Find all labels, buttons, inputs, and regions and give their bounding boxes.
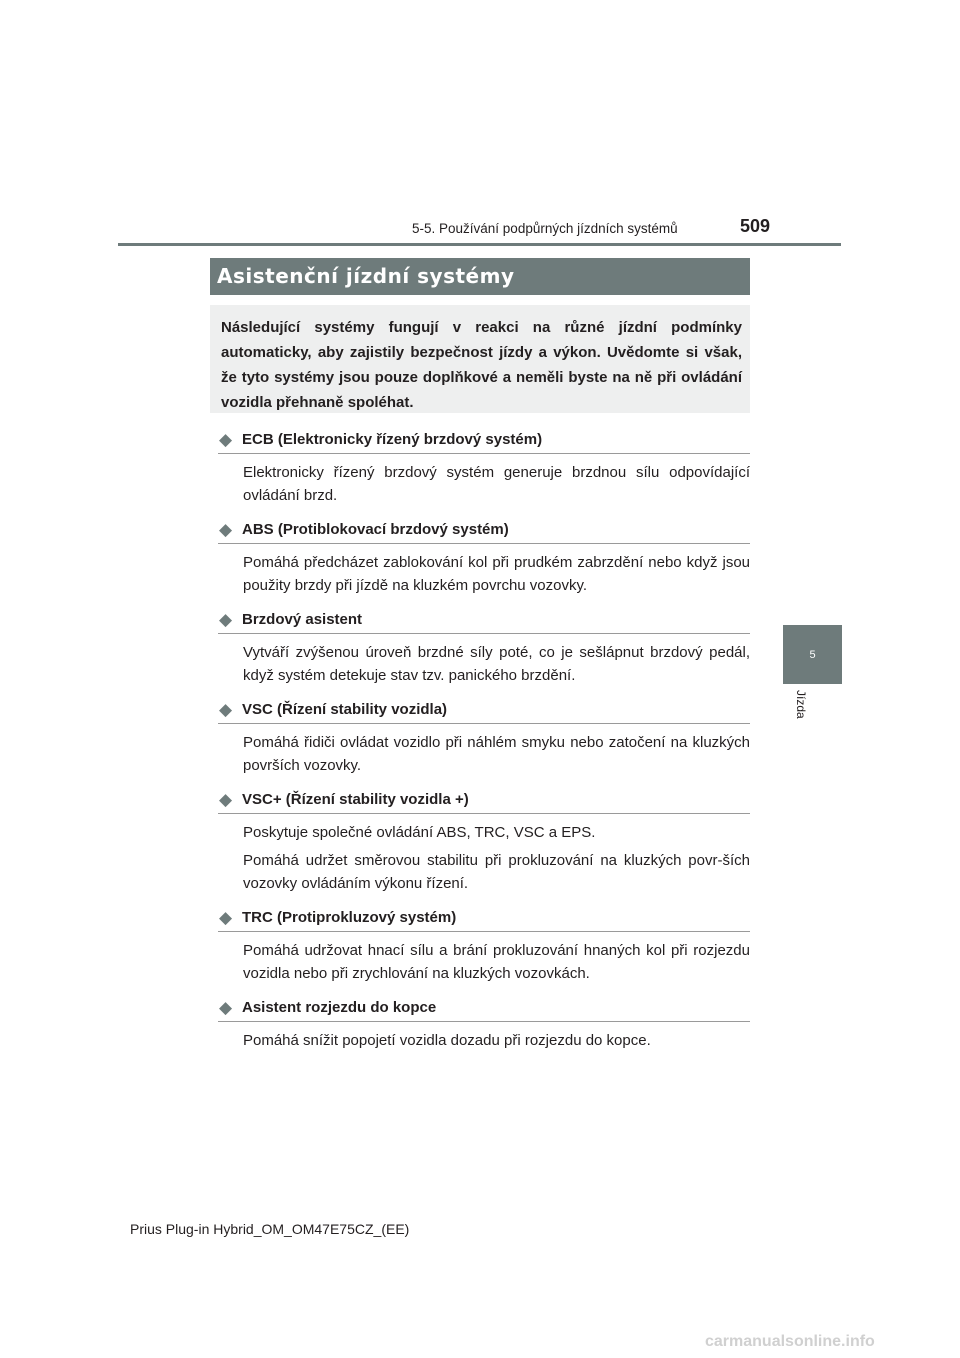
item-heading	[218, 994, 750, 1022]
diamond-bullet-icon: ◆	[219, 519, 233, 539]
item-paragraph: Poskytuje společné ovládání ABS, TRC, VSC a EPS.	[243, 824, 596, 841]
diamond-bullet-icon: ◆	[219, 699, 233, 719]
chapter-label: Jízda	[794, 690, 808, 719]
item-heading-text: VSC+ (Řízení stability vozidla +)	[242, 791, 469, 808]
intro-box	[210, 305, 750, 413]
intro-text: Následující systémy fungují v reakci na různé jízdní podmínky automaticky, aby zajistily bezpečnost jízdy a výkon. Uvědomte si však, že tyto systémy jsou pouze doplňkové a neměli byste na ně při ovládání vozidla přehnaně spoléhat.	[221, 319, 742, 411]
item-heading-text: ECB (Elektronicky řízený brzdový systém)	[242, 431, 543, 448]
item-paragraph: Pomáhá snížit popojetí vozidla dozadu při rozjezdu do kopce.	[243, 1032, 651, 1049]
item-heading-text: VSC (Řízení stability vozidla)	[242, 701, 448, 718]
item-description	[243, 551, 750, 597]
system-item-vsc-plus	[218, 786, 750, 904]
item-heading-text: TRC (Protiprokluzový systém)	[242, 909, 457, 926]
document-footer: Prius Plug-in Hybrid_OM_OM47E75CZ_(EE)	[130, 1221, 410, 1237]
item-heading	[218, 516, 750, 544]
diamond-bullet-icon: ◆	[219, 429, 233, 449]
item-description	[243, 731, 750, 777]
item-paragraph: Elektronicky řízený brzdový systém generuje brzdnou sílu odpovídající ovládání brzd.	[243, 464, 750, 504]
item-heading	[218, 904, 750, 932]
system-item-ecb	[218, 426, 750, 516]
item-description	[243, 461, 750, 507]
diamond-bullet-icon: ◆	[219, 789, 233, 809]
item-description	[243, 821, 750, 895]
item-description	[243, 1029, 750, 1052]
chapter-number: 5	[809, 648, 816, 661]
system-item-vsc	[218, 696, 750, 786]
diamond-bullet-icon: ◆	[219, 997, 233, 1017]
header-divider	[118, 243, 841, 246]
system-item-trc	[218, 904, 750, 994]
system-item-brake-assist	[218, 606, 750, 696]
item-heading	[218, 696, 750, 724]
system-list	[218, 426, 750, 1052]
section-title: Asistenční jízdní systémy	[210, 258, 750, 295]
item-description	[243, 641, 750, 687]
item-description	[243, 939, 750, 985]
item-heading-text: Brzdový asistent	[242, 611, 363, 628]
page-number: 509	[740, 216, 771, 236]
item-paragraph: Pomáhá udržovat hnací sílu a brání prokluzování hnaných kol při rozjezdu vozidla nebo při zrychlování na kluzkých vozovkách.	[243, 942, 750, 982]
item-paragraph: Pomáhá předcházet zablokování kol při prudkém zabrzdění nebo když jsou použity brzdy při jízdě na kluzkém povrchu vozovky.	[243, 554, 750, 594]
item-paragraph: Pomáhá udržet směrovou stabilitu při prokluzování na kluzkých povr-ších vozovky ovládáním výkonu řízení.	[243, 852, 750, 892]
header-section-title: 5-5. Používání podpůrných jízdních systémů	[412, 221, 678, 236]
item-paragraph: Pomáhá řidiči ovládat vozidlo při náhlém smyku nebo zatočení na kluzkých površích vozovky.	[243, 734, 750, 774]
chapter-tab[interactable]	[783, 625, 842, 684]
item-paragraph: Vytváří zvýšenou úroveň brzdné síly poté, co je sešlápnut brzdový pedál, když systém detekuje stav tzv. panického brzdění.	[243, 644, 750, 684]
item-heading-text: Asistent rozjezdu do kopce	[242, 999, 437, 1016]
item-heading	[218, 786, 750, 814]
diamond-bullet-icon: ◆	[219, 907, 233, 927]
item-heading	[218, 426, 750, 454]
system-item-hill-start-assist	[218, 994, 750, 1052]
system-item-abs	[218, 516, 750, 606]
item-heading	[218, 606, 750, 634]
item-heading-text: ABS (Protiblokovací brzdový systém)	[242, 521, 509, 538]
watermark[interactable]: carmanualsonline.info	[705, 1333, 875, 1350]
diamond-bullet-icon: ◆	[219, 609, 233, 629]
